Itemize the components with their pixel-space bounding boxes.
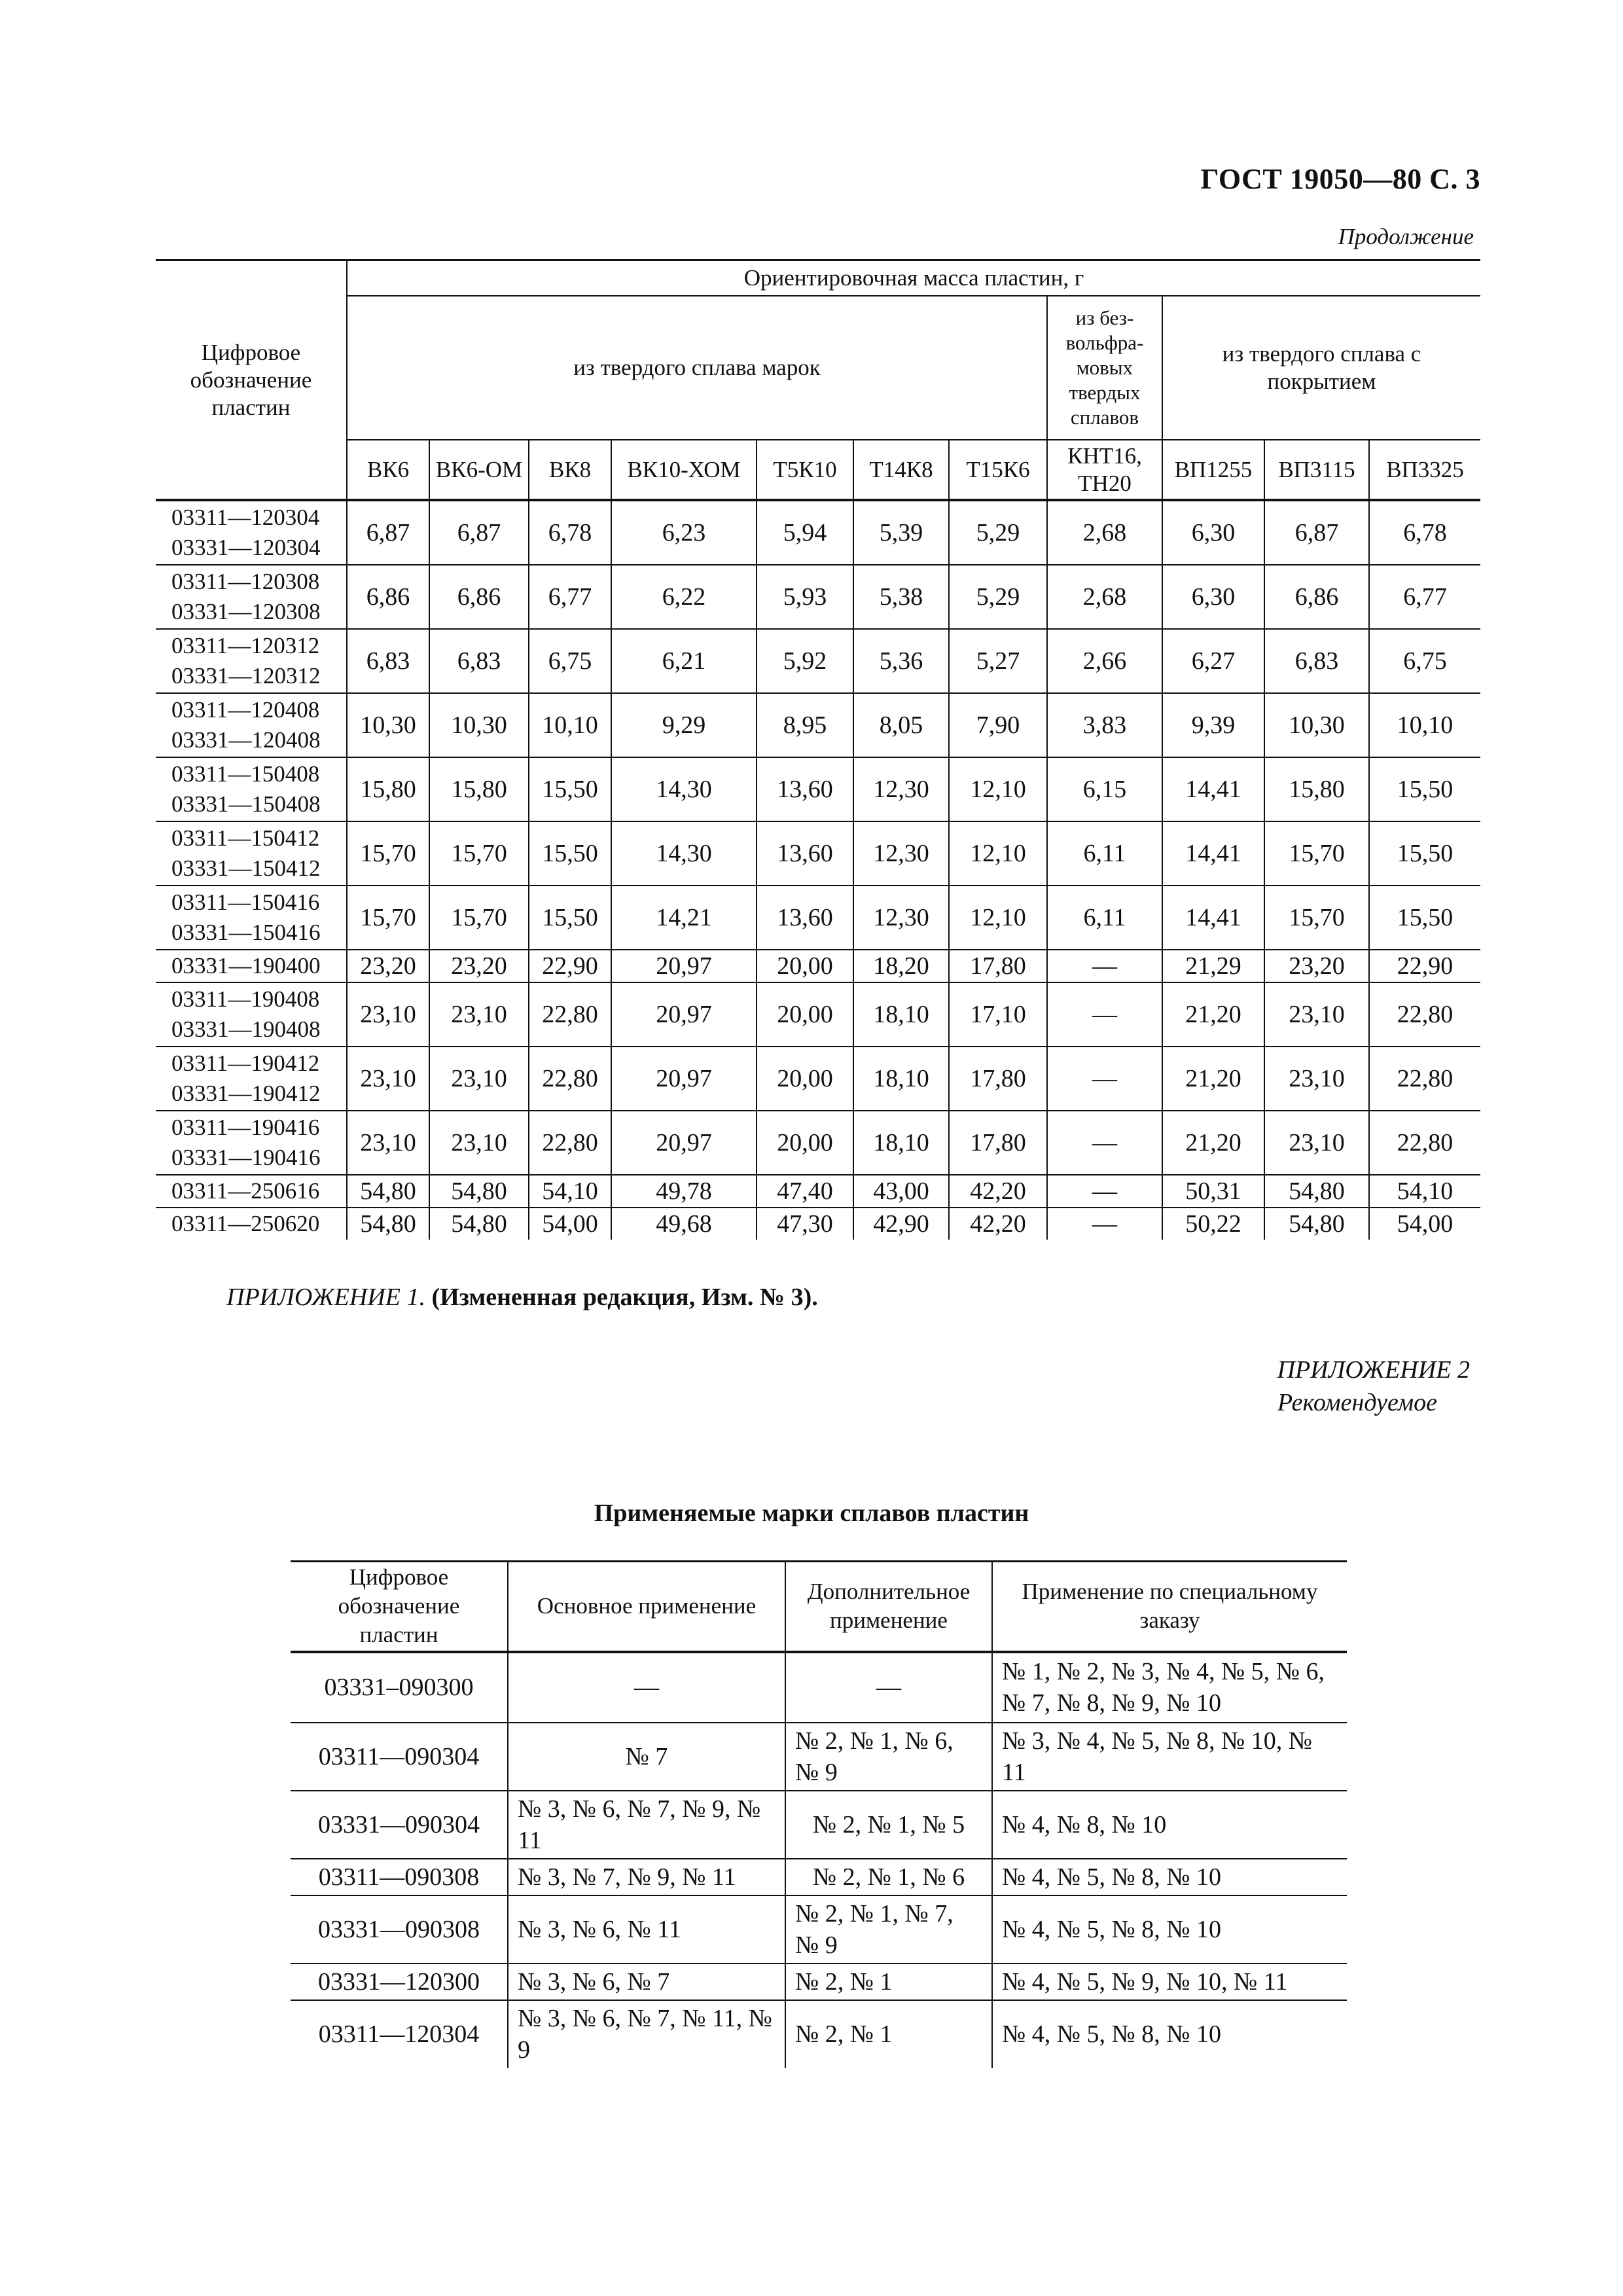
alloy-table (291, 1560, 1347, 2068)
mass-value: 6,86 (429, 565, 529, 629)
mass-value: 15,70 (1264, 886, 1369, 950)
mass-value: 22,80 (529, 1111, 611, 1175)
mass-value: 6,75 (1369, 629, 1480, 693)
mass-value: 23,20 (1264, 950, 1369, 982)
plate-code-cell (156, 1047, 347, 1111)
alloy-cell: № 3, № 6, № 7, № 11, № 9 (508, 2000, 785, 2068)
mass-value: 20,97 (611, 1047, 757, 1111)
plate-code: 03331—120312 (171, 663, 321, 689)
mass-value: 15,50 (1369, 821, 1480, 886)
mass-value: 22,80 (1369, 1047, 1480, 1111)
mass-value: — (1047, 1047, 1162, 1111)
plate-code: 03331—190412 (171, 1081, 321, 1106)
plate-code-cell (156, 1175, 347, 1208)
mass-value: 20,00 (757, 1111, 853, 1175)
plate-code: 03311—190408 (171, 986, 320, 1012)
plate-code: 03311—190416 (171, 1115, 320, 1140)
table-row (156, 629, 1480, 693)
table-row (156, 886, 1480, 950)
alloy-cell: № 2, № 1, № 7, № 9 (785, 1895, 992, 1964)
mass-value: 12,30 (853, 886, 949, 950)
mass-value: 5,94 (757, 500, 853, 565)
mass-value: 6,23 (611, 500, 757, 565)
grade-header: КНТ16, ТН20 (1047, 440, 1162, 500)
mass-table-tungsten-free-header: из без-вольфра-мовых твердых сплавов (1047, 296, 1162, 440)
continuation-label: Продолжение (1338, 224, 1474, 249)
mass-value: 54,80 (347, 1208, 429, 1240)
mass-value: 23,20 (347, 950, 429, 982)
plate-code: 03331—120408 (171, 727, 321, 753)
plate-code-cell (156, 629, 347, 693)
mass-value: 15,50 (529, 886, 611, 950)
mass-value: 10,30 (429, 693, 529, 757)
alloy-header: Дополнительное применение (785, 1562, 992, 1652)
table-row (156, 1175, 1480, 1208)
mass-value: 6,27 (1162, 629, 1264, 693)
appendix2-subtitle: Рекомендуемое (1277, 1389, 1437, 1416)
plate-code: 03311—250616 (171, 1178, 320, 1204)
mass-value: 15,70 (429, 821, 529, 886)
alloy-cell: № 2, № 1, № 6, № 9 (785, 1723, 992, 1791)
plate-code: 03311—120408 (171, 697, 320, 723)
mass-value: 54,10 (1369, 1175, 1480, 1208)
mass-value: 14,30 (611, 757, 757, 821)
mass-value: 18,20 (853, 950, 949, 982)
plate-code-cell (156, 821, 347, 886)
table-row (291, 2000, 1347, 2068)
grade-header: Т14К8 (853, 440, 949, 500)
mass-value: 5,92 (757, 629, 853, 693)
alloy-cell: № 3, № 7, № 9, № 11 (508, 1859, 785, 1895)
mass-value: 14,41 (1162, 886, 1264, 950)
plate-code-cell (156, 886, 347, 950)
mass-value: 49,78 (611, 1175, 757, 1208)
appendix1-text: (Измененная редакция, Изм. № 3). (431, 1283, 818, 1311)
mass-value: 6,75 (529, 629, 611, 693)
mass-table-code-header: Цифровое обозначение пластин (156, 260, 347, 501)
mass-value: 10,10 (529, 693, 611, 757)
plate-code: 03311—190412 (171, 1050, 320, 1076)
table-row (156, 982, 1480, 1047)
mass-value: — (1047, 950, 1162, 982)
grade-header: ВК10-ХОМ (611, 440, 757, 500)
mass-value: 15,70 (347, 886, 429, 950)
alloy-cell: № 7 (508, 1723, 785, 1791)
table-row (291, 1964, 1347, 2000)
mass-value: 6,11 (1047, 821, 1162, 886)
plate-code-cell (156, 982, 347, 1047)
mass-value: 23,10 (347, 1111, 429, 1175)
mass-value: 22,90 (1369, 950, 1480, 982)
alloy-cell: № 2, № 1 (785, 2000, 992, 2068)
table-row (291, 1652, 1347, 1723)
mass-value: 20,97 (611, 982, 757, 1047)
mass-value: 20,00 (757, 982, 853, 1047)
alloy-cell: № 3, № 6, № 7, № 9, № 11 (508, 1791, 785, 1859)
mass-value: 6,87 (347, 500, 429, 565)
mass-value: 17,10 (949, 982, 1047, 1047)
mass-value: 15,80 (1264, 757, 1369, 821)
alloy-cell: № 2, № 1, № 5 (785, 1791, 992, 1859)
alloy-cell: № 2, № 1, № 6 (785, 1859, 992, 1895)
plate-code-cell (156, 565, 347, 629)
mass-value: 10,30 (1264, 693, 1369, 757)
mass-value: 6,15 (1047, 757, 1162, 821)
mass-table-coated-header: из твердого сплава с покрытием (1162, 296, 1480, 440)
mass-value: 6,30 (1162, 565, 1264, 629)
grade-header: ВК6-ОМ (429, 440, 529, 500)
table-row (291, 1895, 1347, 1964)
table-row (156, 1047, 1480, 1111)
mass-value: 6,83 (1264, 629, 1369, 693)
mass-value: 49,68 (611, 1208, 757, 1240)
table-row (156, 1111, 1480, 1175)
mass-value: 54,80 (1264, 1208, 1369, 1240)
plate-code-cell: 03331—090308 (291, 1895, 508, 1964)
mass-value: 6,77 (529, 565, 611, 629)
mass-value: 47,40 (757, 1175, 853, 1208)
plate-code-cell: 03331–090300 (291, 1652, 508, 1723)
mass-value: 22,80 (529, 1047, 611, 1111)
mass-value: 6,86 (347, 565, 429, 629)
mass-value: 6,77 (1369, 565, 1480, 629)
plate-code: 03331—190408 (171, 1016, 321, 1042)
mass-value: 5,93 (757, 565, 853, 629)
mass-value: 6,83 (347, 629, 429, 693)
mass-value: 17,80 (949, 1047, 1047, 1111)
mass-value: 42,90 (853, 1208, 949, 1240)
appendix2-heading (1277, 1354, 1470, 1419)
mass-value: 20,00 (757, 950, 853, 982)
mass-value: 23,10 (1264, 982, 1369, 1047)
mass-value: 8,95 (757, 693, 853, 757)
plate-code-cell: 03331—090304 (291, 1791, 508, 1859)
mass-value: 6,78 (1369, 500, 1480, 565)
grade-header: Т15К6 (949, 440, 1047, 500)
mass-value: 21,20 (1162, 1111, 1264, 1175)
mass-value: 15,50 (529, 757, 611, 821)
alloy-cell: № 4, № 8, № 10 (992, 1791, 1347, 1859)
alloy-table-title: Применяемые марки сплавов пластин (594, 1499, 1029, 1527)
plate-code: 03311—150408 (171, 761, 320, 787)
mass-value: 6,87 (429, 500, 529, 565)
alloy-header: Цифровое обозначение пластин (291, 1562, 508, 1652)
mass-value: 9,39 (1162, 693, 1264, 757)
mass-value: 23,10 (1264, 1047, 1369, 1111)
mass-value: 14,21 (611, 886, 757, 950)
alloy-cell: — (785, 1652, 992, 1723)
plate-code-cell: 03311—090308 (291, 1859, 508, 1895)
mass-value: 13,60 (757, 757, 853, 821)
mass-value: 12,30 (853, 821, 949, 886)
alloy-cell: № 1, № 2, № 3, № 4, № 5, № 6, № 7, № 8, № 9, № 10 (992, 1652, 1347, 1723)
mass-value: 15,50 (1369, 757, 1480, 821)
mass-value: 18,10 (853, 1047, 949, 1111)
alloy-cell: № 3, № 6, № 11 (508, 1895, 785, 1964)
mass-value: 18,10 (853, 982, 949, 1047)
mass-value: 3,83 (1047, 693, 1162, 757)
mass-value: 20,00 (757, 1047, 853, 1111)
grade-header: ВП3325 (1369, 440, 1480, 500)
appendix1-label: ПРИЛОЖЕНИЕ 1. (226, 1283, 425, 1311)
mass-value: 5,36 (853, 629, 949, 693)
plate-code: 03331—150416 (171, 920, 321, 945)
mass-value: 22,80 (1369, 1111, 1480, 1175)
mass-value: — (1047, 1208, 1162, 1240)
mass-value: 5,39 (853, 500, 949, 565)
mass-value: 54,80 (429, 1208, 529, 1240)
mass-value: 8,05 (853, 693, 949, 757)
mass-value: 14,41 (1162, 757, 1264, 821)
plate-code-cell (156, 1111, 347, 1175)
mass-value: 23,10 (429, 1111, 529, 1175)
plate-code: 03311—150416 (171, 889, 320, 915)
table-row (156, 1208, 1480, 1240)
mass-value: 50,22 (1162, 1208, 1264, 1240)
mass-value: 21,29 (1162, 950, 1264, 982)
mass-value: 2,68 (1047, 565, 1162, 629)
alloy-cell: № 4, № 5, № 8, № 10 (992, 1895, 1347, 1964)
mass-value: 50,31 (1162, 1175, 1264, 1208)
plate-code-cell: 03311—090304 (291, 1723, 508, 1791)
mass-value: 15,70 (429, 886, 529, 950)
plate-code: 03311—150412 (171, 825, 320, 851)
table-row (291, 1723, 1347, 1791)
alloy-cell: № 3, № 4, № 5, № 8, № 10, № 11 (992, 1723, 1347, 1791)
mass-value: 6,78 (529, 500, 611, 565)
mass-value: 23,10 (429, 982, 529, 1047)
mass-table (156, 259, 1480, 1240)
appendix1-note (226, 1283, 818, 1312)
plate-code-cell (156, 950, 347, 982)
mass-value: 6,11 (1047, 886, 1162, 950)
mass-value: 22,80 (1369, 982, 1480, 1047)
appendix2-title: ПРИЛОЖЕНИЕ 2 (1277, 1356, 1470, 1384)
table-row (156, 821, 1480, 886)
mass-value: 17,80 (949, 1111, 1047, 1175)
mass-value: 5,29 (949, 565, 1047, 629)
grade-header: ВК6 (347, 440, 429, 500)
mass-value: 15,50 (529, 821, 611, 886)
alloy-cell: № 4, № 5, № 8, № 10 (992, 2000, 1347, 2068)
mass-value: 22,90 (529, 950, 611, 982)
mass-value: 54,80 (347, 1175, 429, 1208)
table-row (291, 1791, 1347, 1859)
mass-value: 12,10 (949, 886, 1047, 950)
mass-value: 23,20 (429, 950, 529, 982)
plate-code-cell: 03331—120300 (291, 1964, 508, 2000)
mass-value: 2,68 (1047, 500, 1162, 565)
table-row (156, 757, 1480, 821)
mass-value: 12,30 (853, 757, 949, 821)
mass-value: 6,83 (429, 629, 529, 693)
alloy-header: Основное применение (508, 1562, 785, 1652)
mass-value: 14,30 (611, 821, 757, 886)
mass-value: 6,87 (1264, 500, 1369, 565)
mass-value: 20,97 (611, 950, 757, 982)
mass-value: 42,20 (949, 1175, 1047, 1208)
mass-value: — (1047, 982, 1162, 1047)
plate-code: 03331—150412 (171, 855, 321, 881)
grade-header: ВП3115 (1264, 440, 1369, 500)
mass-value: 5,38 (853, 565, 949, 629)
plate-code-cell (156, 693, 347, 757)
mass-value: 7,90 (949, 693, 1047, 757)
mass-value: 23,10 (429, 1047, 529, 1111)
mass-value: 13,60 (757, 886, 853, 950)
mass-value: 43,00 (853, 1175, 949, 1208)
alloy-cell: № 4, № 5, № 9, № 10, № 11 (992, 1964, 1347, 2000)
mass-value: 47,30 (757, 1208, 853, 1240)
alloy-cell: — (508, 1652, 785, 1723)
mass-value: 17,80 (949, 950, 1047, 982)
grade-header: Т5К10 (757, 440, 853, 500)
mass-value: 9,29 (611, 693, 757, 757)
plate-code: 03331—190400 (171, 953, 321, 978)
table-row (156, 950, 1480, 982)
plate-code-cell: 03311—120304 (291, 2000, 508, 2068)
mass-value: 42,20 (949, 1208, 1047, 1240)
mass-value: 6,22 (611, 565, 757, 629)
mass-value: 20,97 (611, 1111, 757, 1175)
mass-value: 23,10 (347, 1047, 429, 1111)
mass-value: — (1047, 1175, 1162, 1208)
mass-value: 5,29 (949, 500, 1047, 565)
mass-value: 15,70 (347, 821, 429, 886)
mass-value: 6,86 (1264, 565, 1369, 629)
mass-value: 10,30 (347, 693, 429, 757)
mass-value: 23,10 (347, 982, 429, 1047)
mass-value: 13,60 (757, 821, 853, 886)
plate-code: 03331—120308 (171, 599, 321, 624)
plate-code: 03331—190416 (171, 1145, 321, 1170)
mass-value: 54,10 (529, 1175, 611, 1208)
mass-table-hard-alloy-header: из твердого сплава марок (347, 296, 1047, 440)
alloy-cell: № 3, № 6, № 7 (508, 1964, 785, 2000)
mass-value: 14,41 (1162, 821, 1264, 886)
table-row (156, 693, 1480, 757)
mass-value: 15,80 (347, 757, 429, 821)
page-header: ГОСТ 19050—80 С. 3 (1200, 163, 1480, 195)
mass-value: 6,21 (611, 629, 757, 693)
plate-code: 03331—150408 (171, 791, 321, 817)
plate-code-cell (156, 500, 347, 565)
alloy-cell: № 2, № 1 (785, 1964, 992, 2000)
mass-value: 54,80 (1264, 1175, 1369, 1208)
mass-table-group-header: Ориентировочная масса пластин, г (347, 260, 1480, 296)
mass-value: 15,50 (1369, 886, 1480, 950)
mass-value: 21,20 (1162, 982, 1264, 1047)
plate-code-cell (156, 757, 347, 821)
mass-value: 54,00 (1369, 1208, 1480, 1240)
alloy-header: Применение по специальному заказу (992, 1562, 1347, 1652)
mass-value: 23,10 (1264, 1111, 1369, 1175)
plate-code: 03311—120304 (171, 505, 320, 530)
mass-value: 54,80 (429, 1175, 529, 1208)
plate-code-cell (156, 1208, 347, 1240)
plate-code: 03311—120308 (171, 569, 320, 594)
mass-value: 54,00 (529, 1208, 611, 1240)
mass-value: 6,30 (1162, 500, 1264, 565)
mass-value: 15,80 (429, 757, 529, 821)
grade-header: ВК8 (529, 440, 611, 500)
mass-value: 5,27 (949, 629, 1047, 693)
mass-value: 15,70 (1264, 821, 1369, 886)
mass-value: 12,10 (949, 757, 1047, 821)
mass-value: 22,80 (529, 982, 611, 1047)
plate-code: 03331—120304 (171, 535, 321, 560)
table-row (291, 1859, 1347, 1895)
alloy-cell: № 4, № 5, № 8, № 10 (992, 1859, 1347, 1895)
table-row (156, 500, 1480, 565)
table-row (156, 565, 1480, 629)
mass-value: — (1047, 1111, 1162, 1175)
mass-value: 10,10 (1369, 693, 1480, 757)
plate-code: 03311—120312 (171, 633, 320, 658)
mass-value: 2,66 (1047, 629, 1162, 693)
mass-value: 21,20 (1162, 1047, 1264, 1111)
grade-header: ВП1255 (1162, 440, 1264, 500)
plate-code: 03311—250620 (171, 1211, 320, 1236)
mass-value: 12,10 (949, 821, 1047, 886)
mass-value: 18,10 (853, 1111, 949, 1175)
